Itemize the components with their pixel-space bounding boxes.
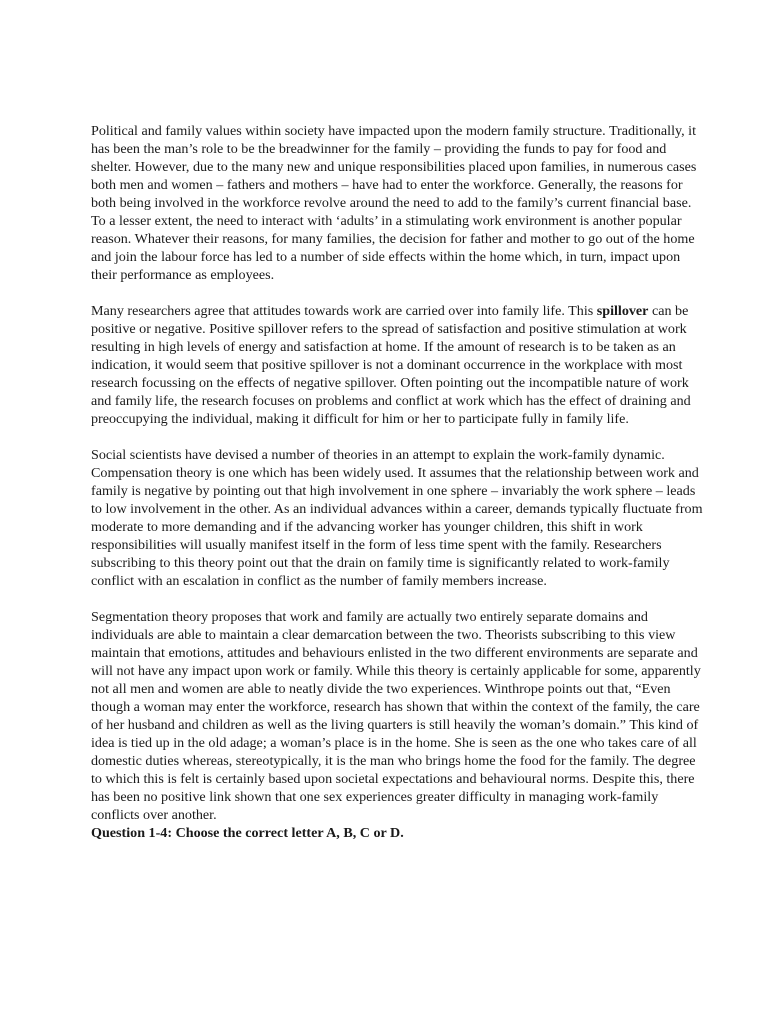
paragraph-spillover (91, 302, 703, 428)
paragraph-family-values: Political and family values within society have impacted upon the modern family structure. Traditionally, it has been the man’s role to be the breadwinner for the family – providing the funds to pay for food and shelter. However, due to the many new and unique responsibilities placed upon families, in numerous cases both men and women – fathers and mothers – have had to enter the workforce. Generally, the reasons for both being involved in the workforce revolve around the need to add to the family’s current financial base. To a lesser extent, the need to interact with ‘adults’ in a stimulating work environment is another popular reason. Whatever their reasons, for many families, the decision for father and mother to go out of the home and join the labour force has led to a number of side effects within the home which, in turn, impact upon their performance as employees. (91, 123, 697, 283)
spillover-term: spillover (596, 303, 649, 319)
paragraph-compensation-theory: Social scientists have devised a number of theories in an attempt to explain the work-family dynamic. Compensation theory is one which has been widely used. It assumes that the relationship between work and family is negative by pointing out that high involvement in one sphere – invariably the work sphere – leads to low involvement in the other. As an individual advances within a career, demands typically fluctuate from moderate to more demanding and if the advancing worker has younger children, this shift in work responsibilities will usually manifest itself in the form of less time spent with the family. Researchers subscribing to this theory point out that the drain on family time is significantly related to work-family conflict with an escalation in conflict as the number of family members increase. (91, 447, 703, 589)
paragraph-spillover-text-before: Many researchers agree that attitudes towards work are carried over into family life. This (91, 303, 597, 319)
paragraph-spillover-text-after: can be positive or negative. Positive spillover refers to the spread of satisfaction and positive stimulation at work resulting in high levels of energy and satisfaction at home. If the amount of research is to be taken as an indication, it would seem that positive spillover is not a dominant occurrence in the workplace with most research focussing on the effects of negative spillover. Often pointing out the incompatible nature of work and family life, the research focuses on problems and conflict at work which has the effect of draining and preoccupying the individual, making it difficult for him or her to participate fully in family life. (91, 303, 691, 427)
paragraph-segmentation-theory: Segmentation theory proposes that work and family are actually two entirely separate domains and individuals are able to maintain a clear demarcation between the two. Theorists subscribing to this view maintain that emotions, attitudes and behaviours enlisted in the two different environments are separate and will not have any impact upon work or family. While this theory is certainly applicable for some, apparently not all men and women are able to neatly divide the two experiences. Winthrope points out that, “Even though a woman may enter the workforce, research has shown that within the context of the family, the care of her husband and children as well as the living quarters is still heavily the woman’s domain.” This kind of idea is tied up in the old adage; a woman’s place is in the home. She is seen as the one who takes care of all domestic duties whereas, stereotypically, it is the man who brings home the food for the family. The degree to which this is felt is certainly based upon societal expectations and behavioural norms. Despite this, there has been no positive link shown that one sex experiences greater difficulty in managing work-family conflicts over another. (91, 609, 701, 823)
question-heading: Question 1-4: Choose the correct letter A, B, C or D. (91, 825, 404, 841)
document-page (91, 122, 703, 842)
